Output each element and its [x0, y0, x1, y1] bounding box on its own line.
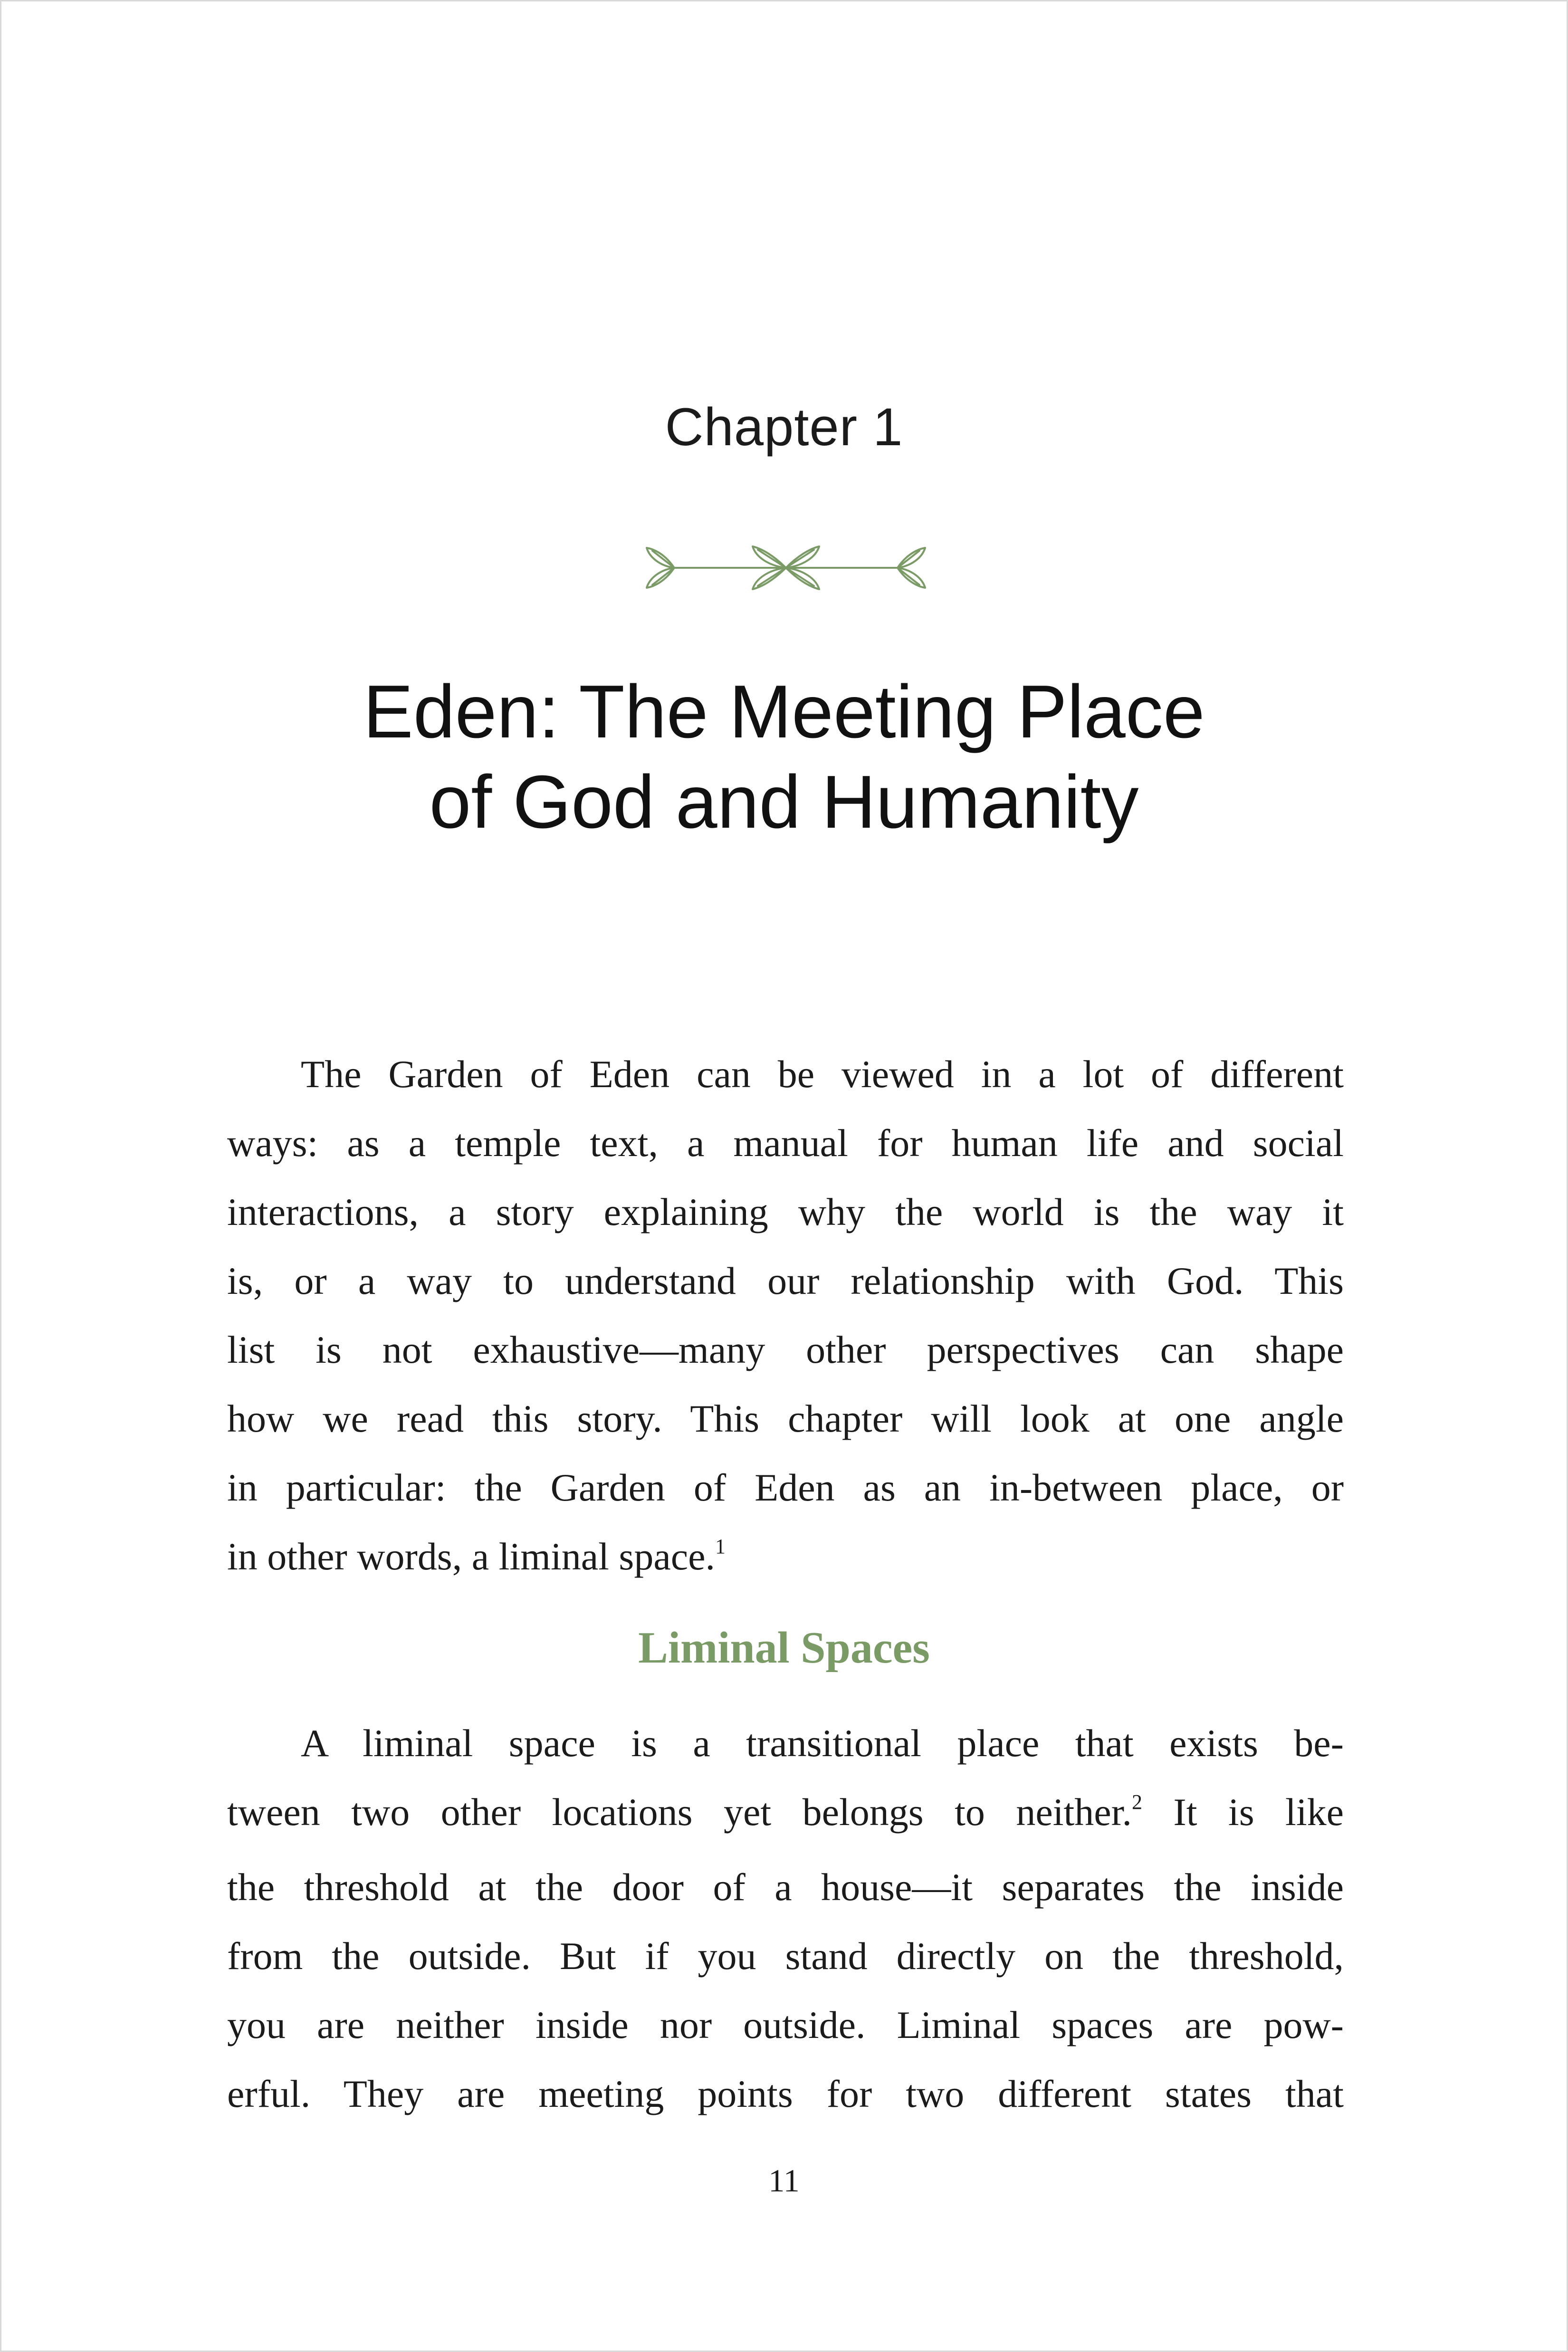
leaf-vine-divider-icon	[646, 535, 926, 601]
paragraph-line: erful. They are meeting points for two different states that	[227, 2072, 1344, 2115]
paragraph-line	[227, 1778, 1344, 1853]
paragraph-line: how we read this story. This chapter will look at one angle	[227, 1397, 1344, 1440]
liminal-spaces-paragraph	[227, 1709, 1344, 2128]
chapter-title	[1, 667, 1567, 847]
footnote-marker[interactable]: 2	[1131, 1790, 1142, 1814]
paragraph-line: from the outside. But if you stand directly on the threshold,	[227, 1934, 1344, 1978]
chapter-label: Chapter 1	[665, 397, 903, 457]
chapter-title-line: of God and Humanity	[429, 760, 1139, 844]
paragraph-line-text: It is like	[1142, 1790, 1344, 1834]
paragraph-line-text: tween two other locations yet belongs to neither.	[227, 1790, 1132, 1834]
paragraph-line: in particular: the Garden of Eden as an in-between place, or	[227, 1466, 1344, 1509]
paragraph-line	[227, 1522, 1344, 1597]
section-heading: Liminal Spaces	[638, 1623, 930, 1673]
chapter-title-line: Eden: The Meeting Place	[363, 670, 1205, 754]
paragraph-line: A liminal space is a transitional place that exists be-	[301, 1721, 1344, 1765]
paragraph-line: the threshold at the door of a house—it separates the inside	[227, 1865, 1344, 1909]
footnote-marker[interactable]: 1	[715, 1535, 726, 1558]
intro-paragraph	[227, 1040, 1344, 1597]
paragraph-line: interactions, a story explaining why the world is the way it	[227, 1190, 1344, 1233]
paragraph-line: you are neither inside nor outside. Liminal spaces are pow-	[227, 2003, 1344, 2046]
paragraph-line-text: in other words, a liminal space.	[227, 1535, 716, 1578]
paragraph-line: ways: as a temple text, a manual for human life and social	[227, 1121, 1344, 1165]
paragraph-line: is, or a way to understand our relationship with God. This	[227, 1259, 1344, 1302]
page-number: 11	[768, 2162, 800, 2199]
paragraph-line: list is not exhaustive—many other perspectives can shape	[227, 1328, 1344, 1371]
paragraph-line: The Garden of Eden can be viewed in a lot of different	[301, 1052, 1344, 1096]
